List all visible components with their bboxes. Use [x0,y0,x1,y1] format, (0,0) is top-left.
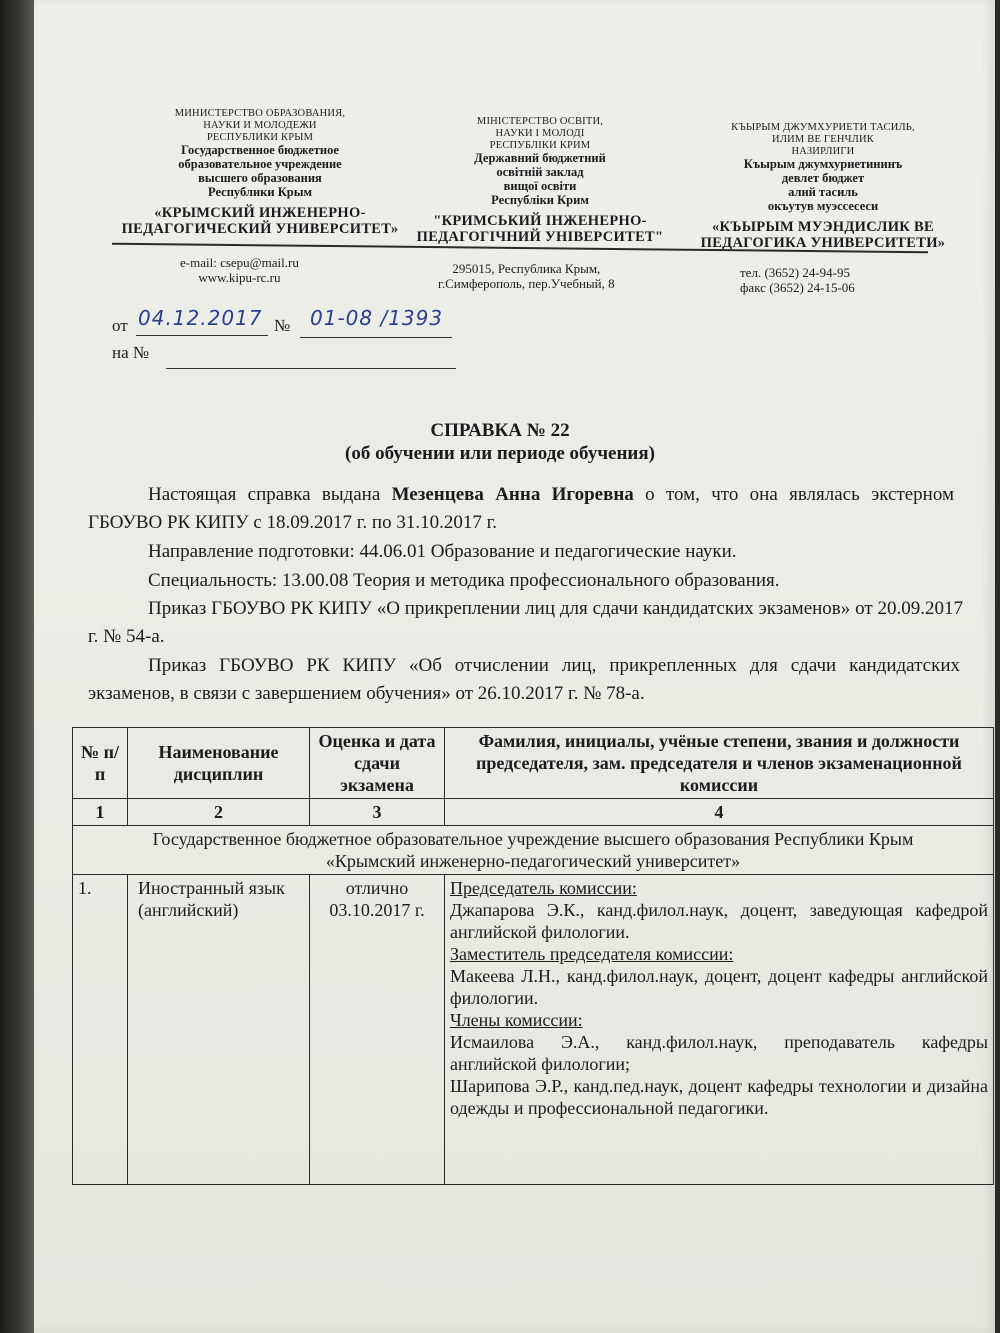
members-label: Члены комиссии: [450,1010,583,1030]
ru-inst-4: Республики Крым [208,185,312,200]
paragraph-order-1 [88,595,963,651]
order-2-text: Приказ ГБОУВО РК КИПУ «Об отчислении лиц, прикрепленных для сдачи кандидатских экзаменов, в связи с завершением обучения» от 26.10.2017 г. № 78-а. [88,655,960,704]
email-text: e-mail: csepu@mail.ru [180,255,299,270]
organization-cell [73,826,994,875]
crh-ministry-3: НАЗИРЛИГИ [791,145,855,157]
ru-inst-1: Государственное бюджетное [181,143,339,158]
ua-ministry-3: РЕСПУБЛІКИ КРИМ [489,139,591,151]
row-number: 1. [73,875,128,1185]
ua-ministry-1: МІНІСТЕРСТВО ОСВІТИ, [476,116,604,127]
certificate-subtitle: (об обучении или периоде обучения) [345,443,655,464]
address-line-2: г.Симферополь, пер.Учебный, 8 [438,275,615,291]
ru-ministry-3: РЕСПУБЛИКИ КРЫМ [206,131,314,143]
member-1-text: Исмаилова Э.А., канд.филол.наук, преподаватель кафедры английской филологии; [450,1032,988,1074]
header-grade: Оценка и дата сдачи экзамена [310,728,445,799]
ua-inst-2: освітній заклад [496,165,584,180]
organization-line-2: «Крымский инженерно-педагогический университет» [325,851,741,871]
reg-from-label: от [112,316,128,335]
crh-ministry-1: КЪЫРЫМ ДЖУМХУРИЕТИ ТАСИЛЬ, [731,122,915,133]
crh-ministry-2: ИЛИМ ВЕ ГЕНЧЛИК [772,133,874,145]
direction-text: Направление подготовки: 44.06.01 Образование и педагогические науки. [148,541,737,562]
crh-inst-3: алий тасиль [788,185,858,200]
ua-inst-4: Республіки Крим [491,193,589,208]
reg-number: 01-08 /1393 [310,306,444,330]
row-grade-cell [310,875,445,1185]
certificate-title: СПРАВКА № 22 [430,420,570,441]
speciality-text: Специальность: 13.00.08 Теория и методика профессионального образования. [148,570,780,591]
ru-name-1: «КРЫМСКИЙ ИНЖЕНЕРНО- [154,205,366,222]
ru-inst-3: высшего образования [198,171,322,186]
crh-inst-1: Къырым джумхуриетининъ [743,157,903,172]
row-discipline: Иностранный язык (английский) [128,875,310,1185]
paragraph-direction [88,538,954,566]
issued-text-end: о том, что она являлась экстерном ГБОУВО РК КИПУ с 18.09.2017 г. по 31.10.2017 г. [88,484,955,533]
folder-edge [0,0,34,1333]
reg-to-underline [166,368,456,369]
contact-web [180,256,299,285]
reg-number-underline [300,337,452,338]
deputy-text: Макеева Л.Н., канд.филол.наук, доцент, доцент кафедры английской филологии. [450,966,988,1008]
row-grade: отлично [345,878,409,898]
crh-name-1: «КЪЫРЫМ МУЭНДИСЛИК ВЕ [712,219,934,236]
website-text: www.kipu-rc.ru [198,269,281,285]
crh-name-2: ПЕДАГОГИКА УНИВЕРСИТЕТИ» [700,235,946,252]
organization-line-1: Государственное бюджетное образовательное учреждение высшего образования Республики Крым [152,829,914,849]
address-line-1: 295015, Республика Крым, [452,261,601,276]
crh-inst-2: девлет бюджет [781,171,865,186]
col-number: 1 [73,799,128,826]
ua-name-1: "КРИМСЬКИЙ ІНЖЕНЕРНО- [433,213,647,230]
ua-ministry-2: НАУКИ І МОЛОДІ [495,127,585,139]
fax-text: факс (3652) 24-15-06 [740,279,855,295]
reg-number-label: № [274,316,291,335]
paragraph-speciality [88,567,954,595]
table-header-row [73,728,994,799]
order-1-text: Приказ ГБОУВО РК КИПУ «О прикреплении лиц для сдачи кандидатских экзаменов» от 20.09.2017 г. № 54-а. [88,598,963,647]
ua-inst-1: Державний бюджетний [474,151,606,166]
col-number: 4 [445,799,994,826]
exam-table [72,727,994,1185]
issued-text-start: Настоящая справка выдана [148,484,392,505]
table-row [73,875,994,1185]
paragraph-order-2 [88,652,960,708]
chair-text: Джапарова Э.К., канд.филол.наук, доцент, заведующая кафедрой английской филологии. [450,900,988,942]
paragraph-issued [88,481,954,537]
header-ru [110,108,410,238]
phone-text: тел. (3652) 24-94-95 [740,265,851,280]
contact-phones [740,266,855,295]
chair-label: Председатель комиссии: [450,878,637,898]
col-number: 3 [310,799,445,826]
header-crh [668,122,978,252]
row-exam-date: 03.10.2017 г. [329,900,425,920]
reg-to-label: на № [112,343,150,362]
column-number-row [73,799,994,826]
reg-date: 04.12.2017 [138,306,263,330]
ru-ministry-2: НАУКИ И МОЛОДЕЖИ [203,119,317,131]
ua-name-2: ПЕДАГОГІЧНИЙ УНІВЕРСИТЕТ" [416,229,664,246]
row-commission [445,875,994,1185]
header-no: № п/п [73,728,128,799]
member-2-text: Шарипова Э.Р., канд.пед.наук, доцент кафедры технологии и дизайна одежды и профессиональной педагогики. [450,1076,988,1118]
col-number: 2 [128,799,310,826]
deputy-label: Заместитель председателя комиссии: [450,944,734,964]
contact-address [438,262,615,291]
crh-inst-4: окъутув муэссесеси [767,199,879,214]
ua-inst-3: вищої освіти [503,179,577,194]
header-commission: Фамилия, инициалы, учёные степени, звания и должности председателя, зам. председателя и членов экзаменационной комиссии [445,728,994,799]
ru-name-2: ПЕДАГОГИЧЕСКИЙ УНИВЕРСИТЕТ» [121,221,399,238]
reg-date-underline [136,335,268,336]
ru-ministry-1: МИНИСТЕРСТВО ОБРАЗОВАНИЯ, [174,108,346,119]
student-name: Мезенцева Анна Игоревна [391,484,634,505]
organization-row [73,826,994,875]
ru-inst-2: образовательное учреждение [178,157,342,172]
header-ua [400,116,680,246]
header-discipline: Наименование дисциплин [128,728,310,799]
